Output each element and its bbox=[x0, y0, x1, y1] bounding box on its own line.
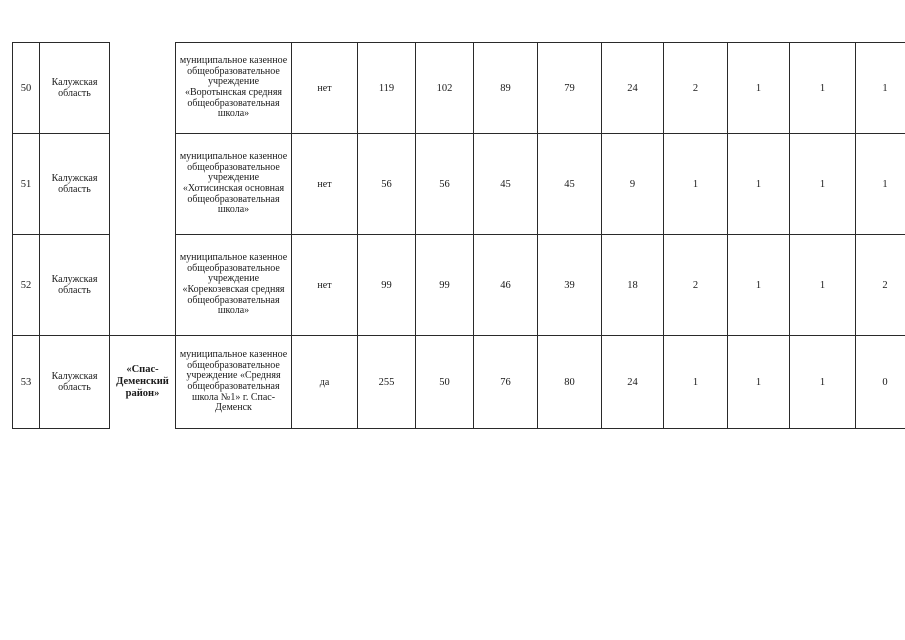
flag-cell: нет bbox=[292, 134, 358, 235]
row-number: 52 bbox=[13, 235, 40, 336]
table-row bbox=[13, 336, 905, 429]
table-row bbox=[13, 235, 905, 336]
row-number: 51 bbox=[13, 134, 40, 235]
value-cell: 1 bbox=[790, 134, 856, 235]
table-row bbox=[13, 134, 905, 235]
value-cell: 102 bbox=[416, 43, 474, 134]
value-cell: 18 bbox=[602, 235, 664, 336]
subject-cell: Калужская область bbox=[40, 336, 110, 429]
value-cell: 2 bbox=[664, 43, 728, 134]
flag-cell: да bbox=[292, 336, 358, 429]
value-cell: 80 bbox=[538, 336, 602, 429]
district-cell: «Спас-Деменский район» bbox=[110, 336, 176, 429]
flag-cell: нет bbox=[292, 235, 358, 336]
district-cell bbox=[110, 134, 176, 235]
value-cell: 1 bbox=[728, 336, 790, 429]
school-name-cell: муниципальное казенное общеобразовательное учреждение «Корекозевская средняя общеобразовательная школа» bbox=[176, 235, 292, 336]
row-number: 53 bbox=[13, 336, 40, 429]
subject-cell: Калужская область bbox=[40, 235, 110, 336]
school-name-cell: муниципальное казенное общеобразовательное учреждение «Хотисинская основная общеобразовательная школа» bbox=[176, 134, 292, 235]
value-cell: 1 bbox=[728, 235, 790, 336]
value-cell: 99 bbox=[416, 235, 474, 336]
table-row bbox=[13, 43, 905, 134]
value-cell: 1 bbox=[856, 134, 905, 235]
scanned-page bbox=[12, 42, 888, 429]
value-cell: 1 bbox=[664, 336, 728, 429]
subject-cell: Калужская область bbox=[40, 134, 110, 235]
value-cell: 2 bbox=[856, 235, 905, 336]
value-cell: 1 bbox=[728, 134, 790, 235]
value-cell: 45 bbox=[474, 134, 538, 235]
schools-table bbox=[12, 42, 905, 429]
value-cell: 76 bbox=[474, 336, 538, 429]
subject-cell: Калужская область bbox=[40, 43, 110, 134]
value-cell: 24 bbox=[602, 336, 664, 429]
value-cell: 119 bbox=[358, 43, 416, 134]
value-cell: 39 bbox=[538, 235, 602, 336]
value-cell: 50 bbox=[416, 336, 474, 429]
value-cell: 89 bbox=[474, 43, 538, 134]
value-cell: 46 bbox=[474, 235, 538, 336]
value-cell: 56 bbox=[416, 134, 474, 235]
value-cell: 56 bbox=[358, 134, 416, 235]
value-cell: 1 bbox=[664, 134, 728, 235]
value-cell: 99 bbox=[358, 235, 416, 336]
district-cell bbox=[110, 235, 176, 336]
value-cell: 2 bbox=[664, 235, 728, 336]
value-cell: 1 bbox=[790, 235, 856, 336]
value-cell: 1 bbox=[728, 43, 790, 134]
school-name-cell: муниципальное казенное общеобразовательное учреждение «Воротынская средняя общеобразовательная школа» bbox=[176, 43, 292, 134]
value-cell: 45 bbox=[538, 134, 602, 235]
district-cell bbox=[110, 43, 176, 134]
value-cell: 1 bbox=[790, 336, 856, 429]
flag-cell: нет bbox=[292, 43, 358, 134]
row-number: 50 bbox=[13, 43, 40, 134]
value-cell: 1 bbox=[856, 43, 905, 134]
value-cell: 1 bbox=[790, 43, 856, 134]
school-name-cell: муниципальное казенное общеобразовательное учреждение «Средняя общеобразовательная школа №1» г. Спас-Деменск bbox=[176, 336, 292, 429]
value-cell: 24 bbox=[602, 43, 664, 134]
value-cell: 79 bbox=[538, 43, 602, 134]
value-cell: 0 bbox=[856, 336, 905, 429]
value-cell: 255 bbox=[358, 336, 416, 429]
value-cell: 9 bbox=[602, 134, 664, 235]
